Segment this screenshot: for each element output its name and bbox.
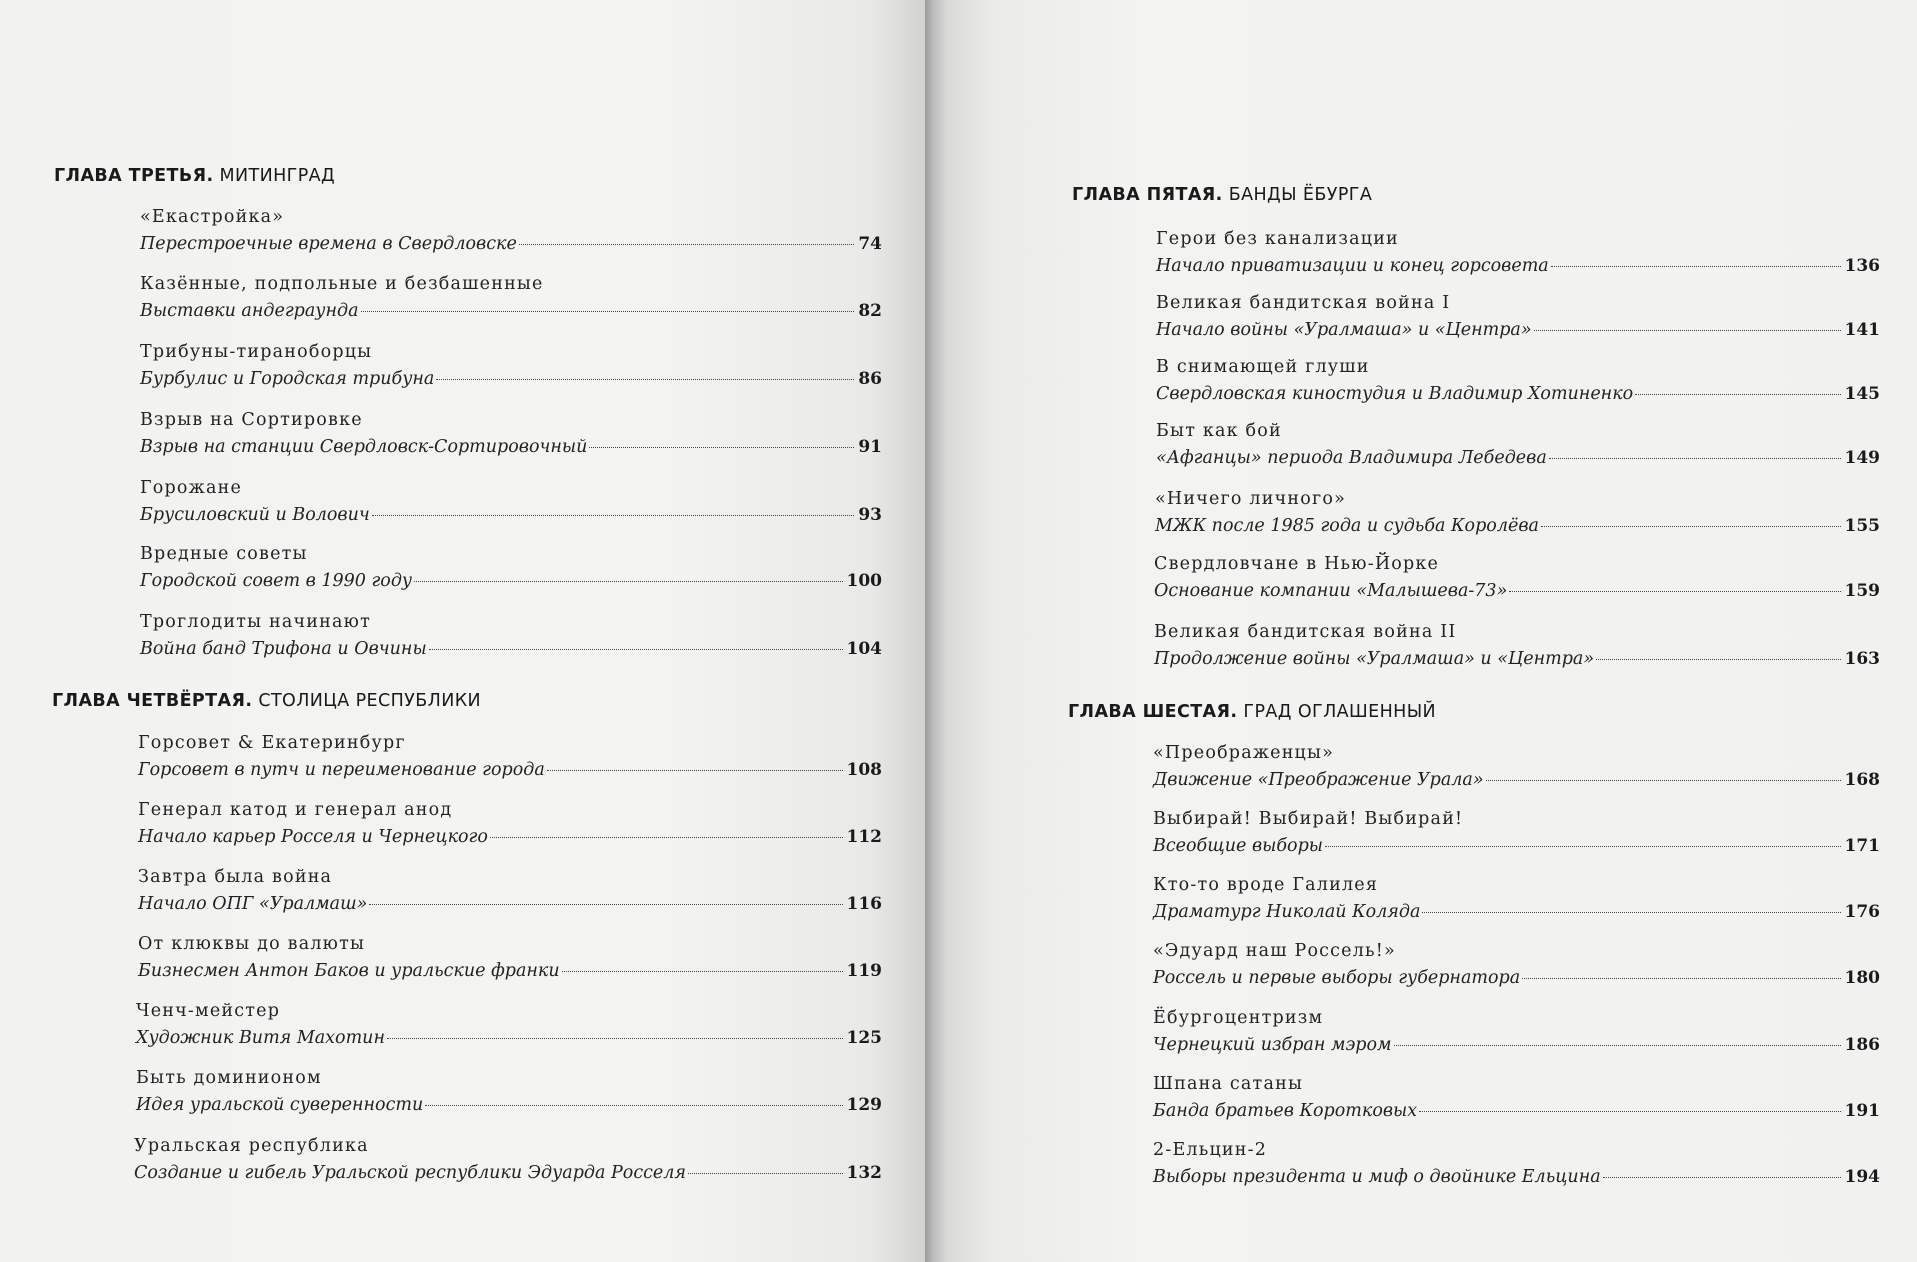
page-number: 168 [1844, 770, 1880, 790]
entry-title: «Преображенцы» [1153, 743, 1335, 763]
entry-title: Быт как бой [1156, 421, 1282, 441]
page-number: 145 [1844, 384, 1880, 404]
chapter-heading [54, 166, 335, 186]
page-number: 125 [846, 1028, 882, 1048]
toc-entry [1153, 874, 1880, 923]
entry-title: Завтра была война [138, 867, 333, 887]
entry-title: «Ничего личного» [1155, 489, 1346, 509]
dot-leader [425, 1105, 842, 1106]
page-number: 100 [846, 571, 882, 591]
entry-title: Горожане [140, 478, 243, 498]
chapter-number: ГЛАВА ТРЕТЬЯ. [54, 166, 214, 186]
page-number: 132 [846, 1163, 882, 1183]
entry-title: Горсовет & Екатеринбург [138, 733, 406, 753]
entry-subtitle: Брусиловский и Волович [140, 505, 370, 525]
page-number: 191 [1844, 1101, 1880, 1121]
toc-entry [140, 543, 882, 592]
chapter-number: ГЛАВА ЧЕТВЁРТАЯ. [52, 691, 253, 711]
dot-leader [436, 379, 854, 380]
entry-title: От клюквы до валюты [138, 934, 366, 954]
dot-leader [589, 447, 854, 448]
chapter-name: МИТИНГРАД [219, 166, 336, 186]
entry-title: Уральская республика [134, 1136, 369, 1156]
page-number: 119 [846, 961, 882, 981]
entry-title: Великая бандитская война II [1154, 622, 1457, 642]
dot-leader [490, 837, 843, 838]
entry-subtitle: Бизнесмен Антон Баков и уральские франки [138, 961, 560, 981]
toc-entry [1154, 553, 1880, 602]
entry-subtitle: Горсовет в путч и переименование города [138, 760, 545, 780]
dot-leader [562, 971, 843, 972]
dot-leader [1596, 659, 1840, 660]
page-number: 186 [1844, 1035, 1880, 1055]
entry-subtitle: Идея уральской суверенности [136, 1095, 424, 1115]
page-number: 86 [858, 369, 882, 389]
dot-leader [1551, 266, 1841, 267]
entry-subtitle: Банда братьев Коротковых [1153, 1101, 1418, 1121]
entry-title: Выбирай! Выбирай! Выбирай! [1153, 809, 1464, 829]
page-number: 93 [858, 505, 882, 525]
entry-subtitle: Начало приватизации и конец горсовета [1156, 256, 1549, 276]
entry-subtitle: Начало войны «Уралмаша» и «Центра» [1156, 320, 1532, 340]
dot-leader [369, 904, 842, 905]
page-number: 74 [858, 234, 882, 254]
page-number: 104 [846, 639, 882, 659]
chapter-heading [1072, 185, 1372, 205]
chapter-name: ГРАД ОГЛАШЕННЫЙ [1243, 702, 1437, 722]
entry-subtitle: Городской совет в 1990 году [140, 571, 413, 591]
toc-entry [138, 732, 882, 781]
toc-entry [140, 273, 882, 322]
dot-leader [1486, 780, 1841, 781]
entry-subtitle: Всеобщие выборы [1153, 836, 1324, 856]
entry-title: «Эдуард наш Россель!» [1153, 941, 1396, 961]
toc-entry [1155, 488, 1880, 537]
entry-title: Шпана сатаны [1153, 1074, 1304, 1094]
entry-subtitle: Драматург Николай Коляда [1153, 902, 1421, 922]
page-number: 91 [858, 437, 882, 457]
page-number: 136 [1844, 256, 1880, 276]
page-number: 176 [1844, 902, 1880, 922]
toc-entry [140, 341, 882, 390]
entry-subtitle: Перестроечные времена в Свердловске [140, 234, 517, 254]
right-page [947, 0, 1917, 1262]
page-number: 194 [1844, 1167, 1880, 1187]
dot-leader [429, 649, 843, 650]
toc-entry [138, 933, 882, 982]
entry-title: В снимающей глуши [1156, 357, 1370, 377]
entry-title: Быть доминионом [136, 1068, 322, 1088]
entry-subtitle: Свердловская киностудия и Владимир Хотиненко [1156, 384, 1634, 404]
entry-title: «Екастройка» [140, 207, 285, 227]
entry-subtitle: Чернецкий избран мэром [1153, 1035, 1392, 1055]
dot-leader [387, 1038, 843, 1039]
entry-subtitle: Взрыв на станции Свердловск-Сортировочный [140, 437, 588, 457]
entry-subtitle: Начало карьер Росселя и Чернецкого [138, 827, 488, 847]
entry-subtitle: МЖК после 1985 года и судьба Королёва [1155, 516, 1539, 536]
chapter-name: БАНДЫ ЁБУРГА [1228, 185, 1373, 205]
book-gutter [925, 0, 947, 1262]
dot-leader [547, 770, 843, 771]
dot-leader [688, 1173, 842, 1174]
dot-leader [1422, 912, 1840, 913]
entry-title: Троглодиты начинают [140, 612, 371, 632]
toc-entry [140, 477, 882, 526]
toc-entry [138, 799, 882, 848]
entry-title: Ёбургоцентризм [1153, 1008, 1324, 1028]
toc-entry [1153, 1007, 1880, 1056]
page-number: 112 [846, 827, 882, 847]
toc-entry [138, 866, 882, 915]
entry-subtitle: Выставки андеграунда [140, 301, 359, 321]
chapter-heading [52, 691, 481, 711]
dot-leader [1419, 1111, 1840, 1112]
toc-entry [1154, 621, 1880, 670]
toc-entry [140, 611, 882, 660]
toc-entry [1156, 420, 1880, 469]
entry-subtitle: Основание компании «Малышева-73» [1154, 581, 1508, 601]
dot-leader [1522, 978, 1840, 979]
toc-entry [1156, 228, 1880, 277]
toc-entry [1153, 742, 1880, 791]
entry-subtitle: Россель и первые выборы губернатора [1153, 968, 1521, 988]
page-number: 141 [1844, 320, 1880, 340]
page-number: 159 [1844, 581, 1880, 601]
page-number: 149 [1844, 448, 1880, 468]
entry-subtitle: Продолжение войны «Уралмаша» и «Центра» [1154, 649, 1595, 669]
toc-entry [1156, 356, 1880, 405]
dot-leader [1549, 458, 1841, 459]
dot-leader [1509, 591, 1840, 592]
dot-leader [414, 581, 842, 582]
toc-entry [140, 206, 882, 255]
page-number: 171 [1844, 836, 1880, 856]
entry-title: Кто-то вроде Галилея [1153, 875, 1379, 895]
entry-subtitle: Движение «Преображение Урала» [1153, 770, 1484, 790]
toc-entry [134, 1135, 882, 1184]
dot-leader [1325, 846, 1840, 847]
chapter-name: СТОЛИЦА РЕСПУБЛИКИ [258, 691, 482, 711]
page-number: 129 [846, 1095, 882, 1115]
entry-title: Взрыв на Сортировке [140, 410, 363, 430]
chapter-number: ГЛАВА ПЯТАЯ. [1072, 185, 1223, 205]
left-page [0, 0, 925, 1262]
entry-title: Генерал катод и генерал анод [138, 800, 453, 820]
toc-entry [1153, 808, 1880, 857]
entry-subtitle: Война банд Трифона и Овчины [140, 639, 427, 659]
page-number: 163 [1844, 649, 1880, 669]
toc-entry [1153, 940, 1880, 989]
page-number: 180 [1844, 968, 1880, 988]
entry-subtitle: Создание и гибель Уральской республики Эдуарда Росселя [134, 1163, 687, 1183]
chapter-heading [1068, 702, 1436, 722]
entry-subtitle: Выборы президента и миф о двойнике Ельцина [1153, 1167, 1601, 1187]
entry-subtitle: Бурбулис и Городская трибуна [140, 369, 435, 389]
entry-title: Трибуны-тираноборцы [140, 342, 373, 362]
toc-entry [136, 1000, 882, 1049]
entry-title: 2-Ельцин-2 [1153, 1140, 1268, 1160]
entry-subtitle: «Афганцы» периода Владимира Лебедева [1156, 448, 1547, 468]
dot-leader [1394, 1045, 1841, 1046]
page-number: 82 [858, 301, 882, 321]
entry-title: Ченч-мейстер [136, 1001, 281, 1021]
entry-title: Вредные советы [140, 544, 308, 564]
dot-leader [1603, 1177, 1841, 1178]
dot-leader [1541, 526, 1841, 527]
toc-entry [136, 1067, 882, 1116]
toc-entry [1156, 292, 1880, 341]
dot-leader [372, 515, 855, 516]
dot-leader [1534, 330, 1841, 331]
entry-title: Герои без канализации [1156, 229, 1399, 249]
toc-entry [1153, 1073, 1880, 1122]
chapter-number: ГЛАВА ШЕСТАЯ. [1068, 702, 1238, 722]
page-number: 108 [846, 760, 882, 780]
entry-subtitle: Художник Витя Махотин [136, 1028, 385, 1048]
page-number: 155 [1844, 516, 1880, 536]
toc-entry [140, 409, 882, 458]
entry-title: Казённые, подпольные и безбашенные [140, 274, 544, 294]
page-number: 116 [846, 894, 882, 914]
entry-title: Свердловчане в Нью-Йорке [1154, 554, 1440, 574]
toc-entry [1153, 1139, 1880, 1188]
dot-leader [1635, 394, 1840, 395]
entry-subtitle: Начало ОПГ «Уралмаш» [138, 894, 368, 914]
entry-title: Великая бандитская война I [1156, 293, 1451, 313]
dot-leader [361, 311, 855, 312]
dot-leader [519, 244, 854, 245]
